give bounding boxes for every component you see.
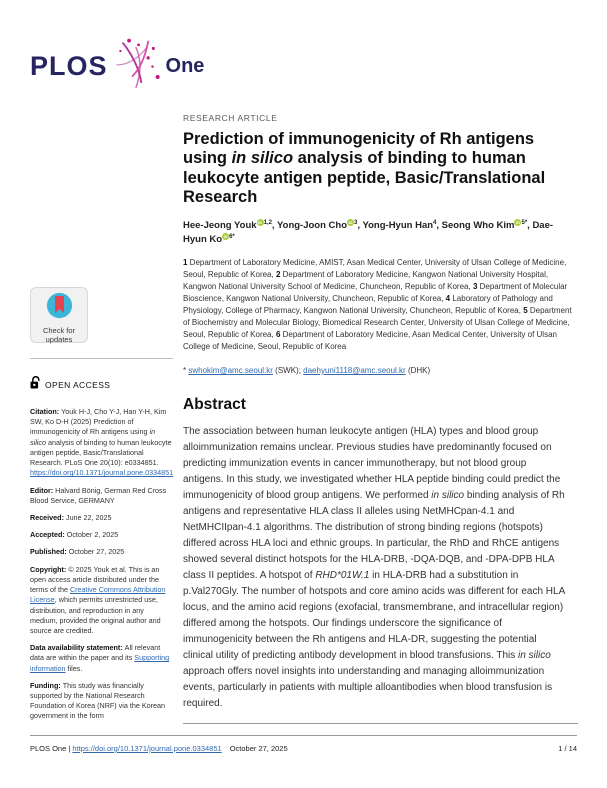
supporting-information-link[interactable]: Supporting information (30, 653, 170, 673)
author-list (183, 219, 573, 248)
abstract-text: The association between human leukocyte antigen (HLA) types and blood group alloimmunization remains unclear. Previous studies have predominantly focused on predicting immunization events in cancer immunotherapy, but not blood group antigens. In this study, we investigated whether HLA peptide binding could predict the immunogenicity of blood group antigens. We performed in silico binding analysis of Rh antigens and representative HLA class II alleles using NetMHCpan-4.1 and NetMHCIIpan-4.1 algorithms. The distribution of strong binding regions (hotspots) differed across HLA loci and ethnic groups. In particular, the RhD and RhCE antigens showed several distinct hotspots for the HLA-DRB, -DQA-DQB, and -DPA-DPB HLA class II peptides. A hotspot of RHD*01W.1 in HLA-DRB had a substitution in p.Val270Gly. The number of hotspots and core amino acids was different for each HLA locus, and the amino acid regions (exofacial, transmembrane, and intracellular region) differed among the hotspots. Our findings underscore the significance of immunogenicity between the Rh antigens and HLA-DR, suggesting the potential clinical utility of predicting antibody development in blood transfusions. This in silico approach offers novel insights into understanding and managing alloimmunization events, particularly in patients with multiple alloantibodies when blood transfusion is required. (183, 425, 565, 709)
author: Hee-Jeong Youk iD $^{1,2}$, (183, 219, 278, 232)
page-footer (30, 735, 577, 753)
journal-wordmark: One (165, 55, 205, 77)
accepted-block: Accepted: October 2, 2025 (30, 530, 119, 540)
open-access-label: OPEN ACCESS (45, 380, 111, 390)
affiliations: 1 Department of Laboratory Medicine, AMIST, Asan Medical Center, University of Ulsan College of Medicine, Seoul, Republic of Korea, 2 Department of Laboratory Medicine, Kangwon National University Hospital, Kangwon National University School of Medicine, Chuncheon, Republic of Korea, 3 Department of Molecular Bioscience, Kangwon National University, Chuncheon, Republic of Korea, 4 Laboratory of Pathology and Physiology, College of Pharmacy, Kangwon National University, Chuncheon, Republic of Korea, 5 Department of Biochemistry and Molecular Biology, Biomedical Research Center, University of Ulsan College of Medicine, Seoul, Republic of Korea, 6 Department of Laboratory Medicine, Asan Medical Center, University of Ulsan College of Medicine, Seoul, Republic of Korea (183, 257, 572, 351)
open-access-row (30, 376, 173, 394)
crossmark-icon (46, 292, 73, 324)
badge-label: Check for updates (42, 326, 76, 345)
email-link-dhk[interactable]: daehyuni1118@amc.seoul.kr (303, 365, 406, 375)
author: Yong-Joon Cho iD $^3$, (277, 219, 363, 232)
check-for-updates-button[interactable] (30, 287, 88, 343)
footer-citation: PLOS One | https://doi.org/10.1371/journal.pone.0334851 October 27, 2025 (30, 744, 288, 753)
abstract-divider (183, 723, 578, 724)
article-main-column (183, 113, 578, 724)
orcid-icon[interactable]: iD (258, 219, 263, 225)
author: Dae-Hyun Ko iD $^{6*}$ (183, 220, 554, 246)
editor-block: Editor: Halvard Bönig, German Red Cross Blood Service, GERMANY (30, 485, 167, 505)
orcid-icon[interactable]: iD (223, 234, 228, 240)
email-link-swk[interactable]: swhokim@amc.seoul.kr (188, 365, 273, 375)
plos-wordmark: PLOS (30, 51, 108, 81)
abstract-heading: Abstract (183, 395, 246, 413)
open-lock-icon (30, 376, 41, 394)
data-availability-block: Data availability statement: All relevant data are within the paper and its Supporting information files. (30, 643, 170, 673)
citation-block: Citation: Youk H-J, Cho Y-J, Han Y-H, Kim SW, Ko D-H (2025) Prediction of immunogenicity of Rh antigens using in silico analysis of binding to human leukocyte antigen peptide, Basic/Translational Research. PLoS One 20(10): e0334851. https://doi.org/10.1371/journal.pone.0334851 (30, 407, 174, 478)
footer-divider (30, 735, 577, 736)
funding-block: Funding: This study was financially supported by the National Research Foundation of Korea (NRF) via the Korean government in the form (30, 680, 166, 721)
author: Seong Who Kim iD $^{5*}$, (441, 219, 533, 232)
citation-doi-link[interactable]: https://doi.org/10.1371/journal.pone.0334851 (30, 468, 174, 478)
article-title: Prediction of immunogenicity of Rh antigens using in silico analysis of binding to human leukocyte antigen peptide, Basic/Translational Research (183, 130, 546, 207)
sidebar-divider (30, 358, 173, 359)
metadata-sidebar (30, 287, 173, 729)
article-type-kicker: RESEARCH ARTICLE (183, 113, 278, 123)
author: Yong-Hyun Han$^4$, (362, 219, 442, 232)
cc-license-link[interactable]: Creative Commons Attribution License (30, 585, 166, 605)
copyright-block: Copyright: © 2025 Youk et al. This is an open access article distributed under the terms of the Creative Commons Attribution License, which permits unrestricted use, distribution, and reproduction in any medium, provided the original author and source are credited. (30, 564, 166, 635)
correspondence-line: * swhokim@amc.seoul.kr (SWK); daehyuni1118@amc.seoul.kr (DHK) (183, 365, 431, 375)
orcid-icon[interactable]: iD (515, 219, 520, 225)
orcid-icon[interactable]: iD (348, 219, 353, 225)
published-block: Published: October 27, 2025 (30, 547, 125, 557)
footer-doi-link[interactable]: https://doi.org/10.1371/journal.pone.0334851 (72, 744, 222, 753)
received-block: Received: June 22, 2025 (30, 512, 112, 522)
plos-one-logo (30, 36, 204, 97)
page-number: 1 / 14 (558, 744, 577, 753)
plos-splash-icon (110, 36, 162, 97)
